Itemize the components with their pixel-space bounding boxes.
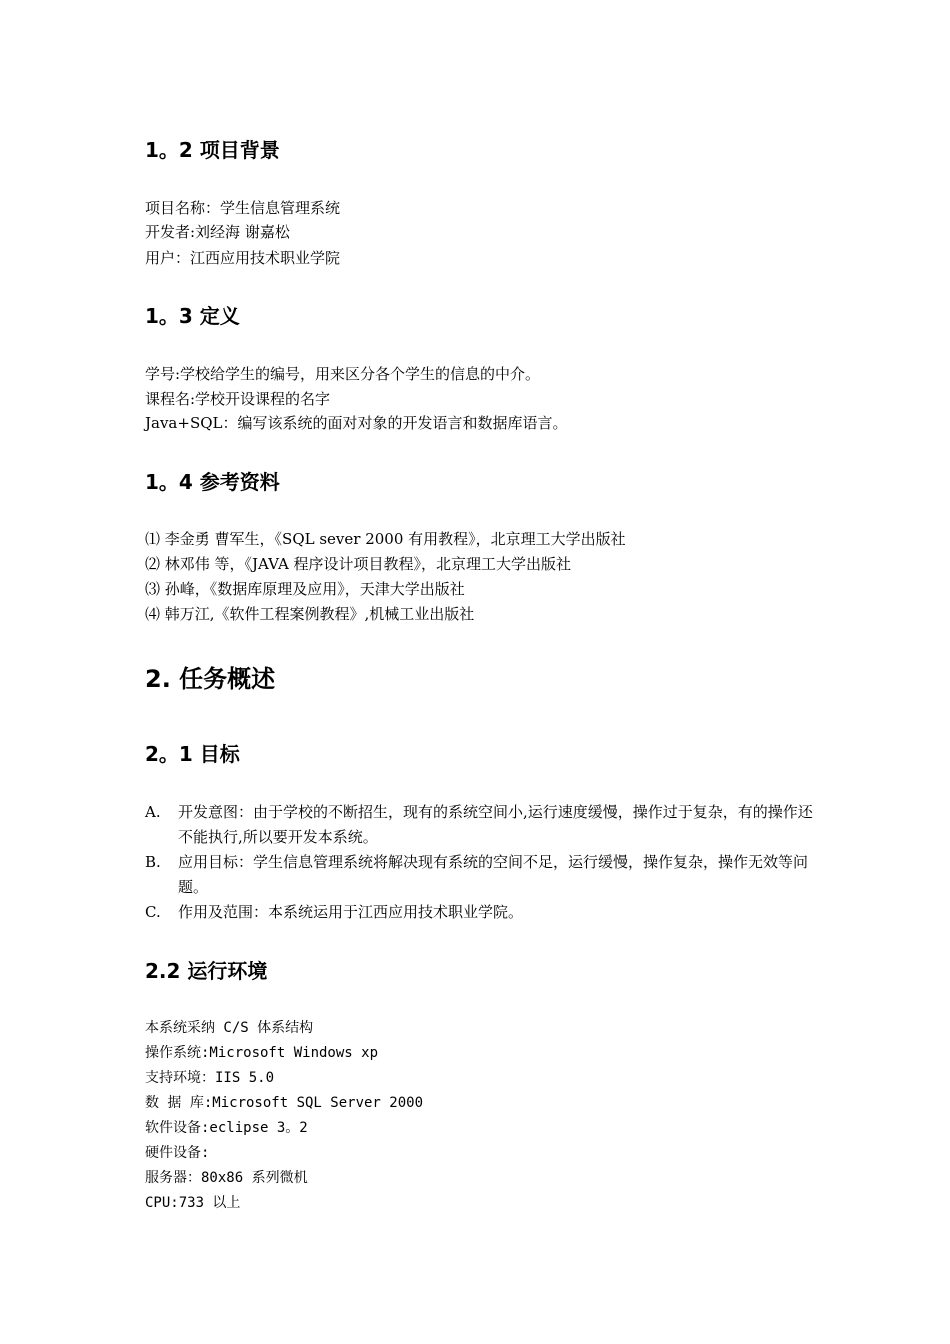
goal-text: 作用及范围：本系统运用于江西应用技术职业学院。 xyxy=(178,903,524,921)
goal-item-b xyxy=(145,850,815,900)
goal-text: 开发意图：由于学校的不断招生，现有的系统空间小,运行速度缓慢，操作过于复杂，有的操作还不能执行,所以要开发本系统。 xyxy=(178,803,813,846)
heading-runtime-environment: 2.2 运行环境 xyxy=(145,959,268,983)
reference-item: ⑴ 李金勇 曹军生，《SQL sever 2000 有用教程》，北京理工大学出版社 xyxy=(145,530,626,548)
reference-item: ⑵ 林邓伟 等，《JAVA 程序设计项目教程》，北京理工大学出版社 xyxy=(145,555,572,573)
project-name-line: 项目名称：学生信息管理系统 xyxy=(145,199,341,217)
developer-line: 开发者:刘经海 谢嘉松 xyxy=(145,223,290,241)
definition-java-sql: Java+SQL：编写该系统的面对对象的开发语言和数据库语言。 xyxy=(145,414,568,432)
definition-student-id: 学号:学校给学生的编号，用来区分各个学生的信息的中介。 xyxy=(145,365,541,383)
goal-marker: A. xyxy=(145,803,161,821)
goal-marker: B. xyxy=(145,853,161,871)
env-architecture: 本系统采纳 C/S 体系结构 xyxy=(145,1020,314,1036)
env-server: 服务器：80x86 系列微机 xyxy=(145,1170,308,1186)
goal-marker: C. xyxy=(145,903,161,921)
heading-references: 1。4 参考资料 xyxy=(145,470,280,494)
env-software: 软件设备:eclipse 3。2 xyxy=(145,1120,308,1136)
env-cpu: CPU:733 以上 xyxy=(145,1195,241,1211)
env-hardware: 硬件设备: xyxy=(145,1145,210,1161)
reference-item: ⑶ 孙峰，《数据库原理及应用》，天津大学出版社 xyxy=(145,580,465,598)
heading-goals: 2。1 目标 xyxy=(145,742,240,766)
heading-task-overview: 2. 任务概述 xyxy=(145,665,276,693)
definition-course-name: 课程名:学校开设课程的名字 xyxy=(145,390,331,408)
env-database: 数 据 库:Microsoft SQL Server 2000 xyxy=(145,1095,424,1111)
heading-project-background: 1。2 项目背景 xyxy=(145,138,280,162)
goal-text: 应用目标：学生信息管理系统将解决现有系统的空间不足，运行缓慢，操作复杂，操作无效等问题。 xyxy=(178,853,809,896)
heading-definitions: 1。3 定义 xyxy=(145,304,240,328)
env-support: 支持环境：IIS 5.0 xyxy=(145,1070,275,1086)
reference-item: ⑷ 韩万江,《软件工程案例教程》,机械工业出版社 xyxy=(145,605,475,623)
env-os: 操作系统:Microsoft Windows xp xyxy=(145,1045,379,1061)
user-line: 用户：江西应用技术职业学院 xyxy=(145,249,341,267)
goal-item-c xyxy=(145,900,815,925)
goal-item-a xyxy=(145,800,815,850)
